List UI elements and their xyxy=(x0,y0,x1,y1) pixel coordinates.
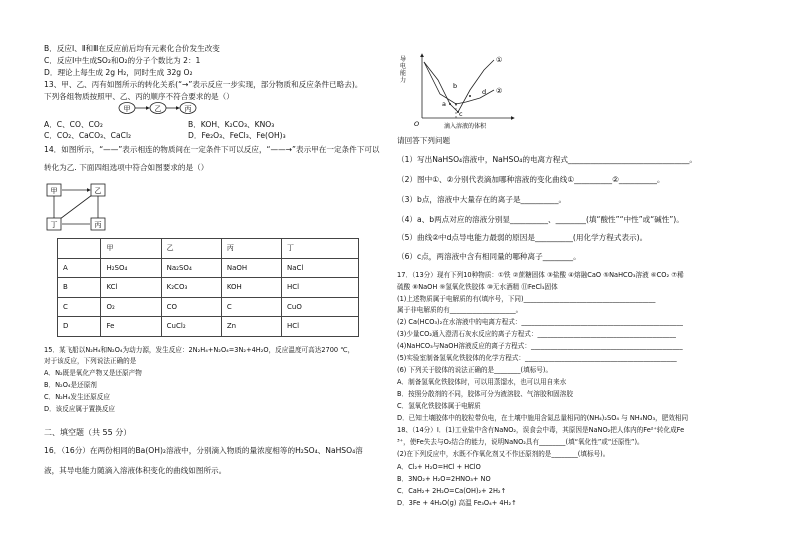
q18-stem-line2: ³⁺，使Fe失去与O₂结合的能力，说明NaNO₂具有________(填“氧化性”或“还原性”)。 xyxy=(397,438,644,446)
label-origin: O xyxy=(414,120,420,128)
q15-option-c: C．N₂H₄发生还原反应 xyxy=(44,393,110,401)
y-axis-label: 导电能力 xyxy=(399,56,407,84)
q13-option-b: B．KOH、K₂CO₃、KNO₃ xyxy=(188,120,275,129)
q14-relation-diagram xyxy=(46,182,114,234)
q14-options-table xyxy=(57,238,359,337)
table-cell: KOH xyxy=(221,278,281,298)
q17-sub4: (4)NaHCO₃与NaOH溶液反应的离子方程式：______________________________________________ xyxy=(397,342,683,350)
box-jia-label: 甲 xyxy=(50,187,58,195)
link-ding-yi xyxy=(60,195,92,219)
q12-option-b: B．反应Ⅰ、Ⅱ和Ⅲ在反应前后均有元素化合价发生改变 xyxy=(44,44,220,53)
q17-option-b: B．按照分散剂的不同，胶体可分为液溶胶、气溶胶和固溶胶 xyxy=(397,390,573,398)
table-row xyxy=(58,317,359,337)
q12-option-c: C．反应Ⅰ中生成SO₂和O₂的分子个数比为 2：1 xyxy=(44,56,201,65)
q17-option-d: D．已知土壤胶体中的胶粒带负电，在土壤中施用含氮总量相同的(NH₄)₂SO₄ 与 NH₄NO₃，肥效相同 xyxy=(397,414,689,422)
table-cell: C xyxy=(221,297,281,317)
chain-label-jia: 甲 xyxy=(123,105,131,113)
q12-option-d: D．理论上每生成 2g H₂，同时生成 32g O₂ xyxy=(44,68,193,77)
q16-part4: （4）a、b两点对应的溶液分别显__________、________(填“酸性”“中性”或“碱性”)。 xyxy=(397,215,684,224)
section-heading-fill-in: 二、填空题（共 55 分） xyxy=(44,428,132,437)
q17-stem-line2: 硫酸 ⑧NaOH ⑨氢氧化铁胶体 ⑩无水酒精 ⑪FeCl₃固体 xyxy=(397,283,558,291)
curve-2 xyxy=(424,62,494,104)
q16-stem-line2: 液，其导电能力随滴入溶液体积变化的曲线如图所示。 xyxy=(44,466,227,475)
q16-part6: （6）c点，两溶液中含有相同量的哪种离子________。 xyxy=(397,252,581,261)
q18-option-b: B．3NO₂+ H₂O=2HNO₃+ NO xyxy=(397,475,491,483)
q13-chain-diagram xyxy=(118,101,198,115)
point-c xyxy=(455,103,457,105)
table-cell: C xyxy=(58,297,101,317)
table-cell: Fe xyxy=(101,317,161,337)
table-header-cell: 丙 xyxy=(221,239,281,259)
q15-option-d: D．该反应属于置换反应 xyxy=(44,405,116,413)
table-cell: NaOH xyxy=(221,258,281,278)
table-header-cell xyxy=(58,239,101,259)
table-cell: A xyxy=(58,258,101,278)
table-cell: KCl xyxy=(101,278,161,298)
q16-part2: （2）图中①、②分别代表滴加哪种溶液的变化曲线①__________②__________。 xyxy=(397,175,665,184)
box-yi-label: 乙 xyxy=(94,187,102,195)
label-curve-2: ② xyxy=(496,87,503,95)
table-cell: NaCl xyxy=(282,258,359,278)
label-curve-1: ① xyxy=(496,56,503,64)
label-b: b xyxy=(453,82,458,90)
box-bing-label: 丙 xyxy=(94,221,102,229)
q17-stem-line1: 17．（13分）现有下列10种物质：①铁 ②蔗糖固体 ③盐酸 ④熔融CaO ⑤NaHCO₃溶液 ⑥CO₂ ⑦稀 xyxy=(397,271,684,279)
q18-option-a: A．Cl₂+ H₂O=HCl + HClO xyxy=(397,463,481,471)
point-a xyxy=(449,103,451,105)
label-d: d xyxy=(482,88,487,96)
box-ding-label: 丁 xyxy=(50,221,58,229)
q16-part5: （5）曲线②中d点导电能力最弱的原因是__________(用化学方程式表示)。 xyxy=(397,233,648,242)
curve-1 xyxy=(424,60,494,112)
table-header-cell: 丁 xyxy=(282,239,359,259)
q14-stem-line2: 转化为乙. 下面四组选项中符合如图要求的是（） xyxy=(44,163,209,172)
q13-option-a: A．C、CO、CO₂ xyxy=(44,120,103,129)
table-cell: O₂ xyxy=(101,297,161,317)
q18-stem-line3: (2)在下列反应中，水既不作氧化剂又不作还原剂的是________(填标号)。 xyxy=(397,450,610,458)
q17-sub6: (6) 下列关于胶体的说法正确的是________(填标号)。 xyxy=(397,366,553,374)
table-cell: B xyxy=(58,278,101,298)
point-d xyxy=(469,95,471,97)
table-header-cell: 甲 xyxy=(101,239,161,259)
q17-sub3: (3)少量CO₂通入澄清石灰水反应的离子方程式：__________________________________________ xyxy=(397,330,676,338)
table-cell: Zn xyxy=(221,317,281,337)
q17-sub1-line2: 属于非电解质的有____________________。 xyxy=(397,306,523,314)
chain-label-yi: 乙 xyxy=(154,105,162,113)
table-cell: H₂SO₄ xyxy=(101,258,161,278)
questions-prompt: 请回答下列问题 xyxy=(397,136,451,145)
q13-stem-line2: 下列各组物质按照甲、乙、丙的顺序不符合要求的是（） xyxy=(44,92,234,101)
table-cell: CuCl₂ xyxy=(161,317,221,337)
q18-stem-line1: 18、（14分）I．(1)工业盐中含有NaNO₂，误食会中毒，其原因是NaNO₂把人体内的Fe²⁺转化成Fe xyxy=(397,426,685,434)
conductivity-graph xyxy=(410,50,520,130)
q13-option-d: D．Fe₂O₃、FeCl₃、Fe(OH)₃ xyxy=(188,131,286,140)
table-cell: D xyxy=(58,317,101,337)
label-c: c xyxy=(459,110,463,118)
q16-stem-line1: 16．（16分）在两份相同的Ba(OH)₂溶液中，分别滴入物质的量浓度相等的H₂SO₄、NaHSO₄溶 xyxy=(44,446,363,455)
q18-option-d: D．3Fe + 4H₂O(g) 高温 Fe₃O₄+ 4H₂↑ xyxy=(397,499,517,507)
table-row xyxy=(58,297,359,317)
table-header-row xyxy=(58,239,359,259)
q15-option-b: B．N₂O₄是还原剂 xyxy=(44,381,97,389)
q15-option-a: A．N₂既是氧化产物又是还原产物 xyxy=(44,369,142,377)
table-row xyxy=(58,278,359,298)
q17-sub1-line1: (1)上述物质属于电解质的有(填序号，下同)________________________________________ xyxy=(397,295,656,303)
x-axis-label: 滴入溶液的体积 xyxy=(444,123,487,130)
chain-label-bing: 丙 xyxy=(184,105,192,113)
table-cell: CuO xyxy=(282,297,359,317)
q17-option-c: C．氢氧化铁胶体属于电解质 xyxy=(397,402,481,410)
q15-stem-line1: 15．某飞船以N₂H₄和N₂O₄为动力源，发生反应：2N₂H₄+N₂O₄=3N₂+4H₂O，反应温度可高达2700 ℃， xyxy=(44,346,355,354)
q15-stem-line2: 对于该反应，下列说法正确的是 xyxy=(44,357,137,365)
q14-stem-line1: 14．如图所示，“——”表示相连的物质间在一定条件下可以反应，“——→”表示甲在一定条件下可以 xyxy=(44,145,380,154)
q13-stem-line1: 13、甲、乙、丙有如图所示的转化关系(“→”表示反应一步实现，部分物质和反应条件已略去)。 xyxy=(44,80,363,89)
table-cell: HCl xyxy=(282,317,359,337)
table-header-cell: 乙 xyxy=(161,239,221,259)
q16-part1: （1）写出NaHSO₄溶液中，NaHSO₄的电离方程式________________________________。 xyxy=(397,155,698,164)
table-cell: HCl xyxy=(282,278,359,298)
q17-option-a: A．制备氢氧化铁胶体时，可以用蒸馏水，也可以用自来水 xyxy=(397,378,567,386)
table-cell: Na₂SO₄ xyxy=(161,258,221,278)
q16-part3: （3）b点，溶液中大量存在的离子是__________。 xyxy=(397,195,567,204)
q18-option-c: C．CaH₂+ 2H₂O=Ca(OH)₂+ 2H₂↑ xyxy=(397,487,507,495)
q13-option-c: C．CO₂、CaCO₃、CaCl₂ xyxy=(44,131,132,140)
label-a: a xyxy=(442,100,446,108)
q17-sub2: (2) Ca(HCO₃)₂在水溶液中的电离方程式：_________________________________________________ xyxy=(397,318,683,326)
q17-sub5: (5)实验室制备氢氧化铁胶体的化学方程式：______________________________________________ xyxy=(397,354,677,362)
table-cell: CO xyxy=(161,297,221,317)
table-row xyxy=(58,258,359,278)
table-cell: K₂CO₃ xyxy=(161,278,221,298)
